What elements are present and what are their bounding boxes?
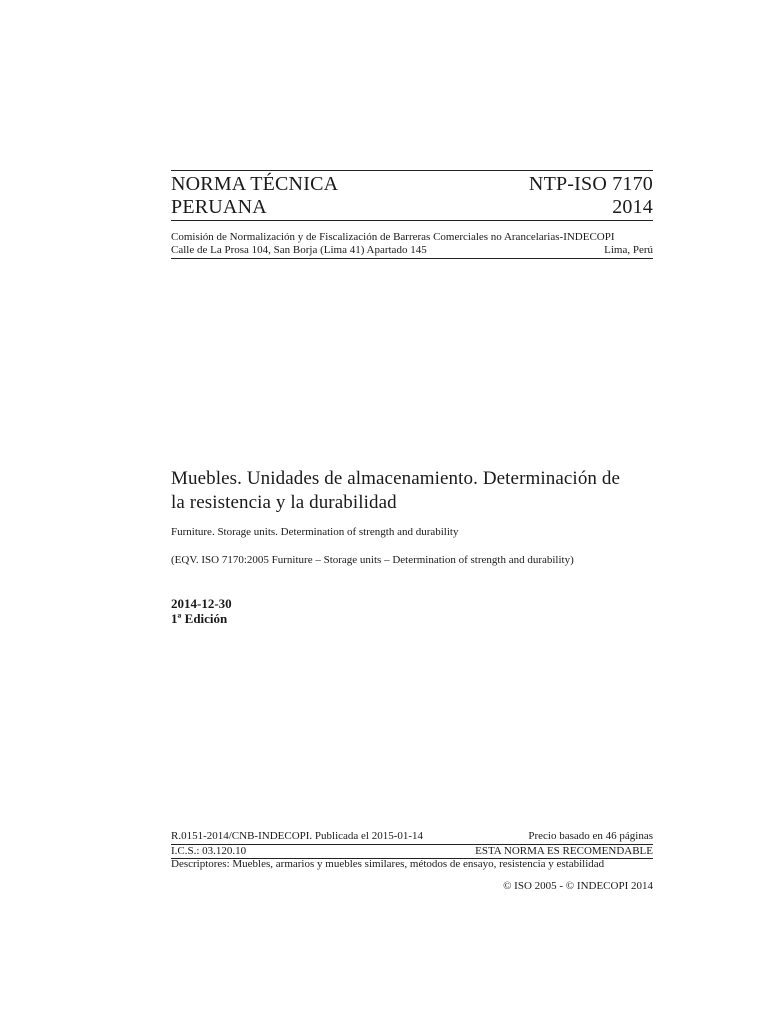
norm-type-line2: PERUANA — [171, 196, 267, 218]
descriptors-text: Descriptores: Muebles, armarios y muebles similares, métodos de ensayo, resistencia y estabilidad — [171, 858, 605, 870]
price-basis: Precio basado en 46 páginas — [528, 830, 653, 842]
title-line-2: la resistencia y la durabilidad — [171, 492, 397, 513]
english-title: Furniture. Storage units. Determination of strength and durability — [171, 526, 459, 538]
header-row-2 — [171, 196, 653, 219]
title-block — [171, 467, 653, 515]
issuer-block — [171, 231, 653, 257]
standard-year: 2014 — [612, 196, 653, 218]
edition-date: 2014-12-30 — [171, 596, 232, 611]
standard-header — [171, 173, 653, 219]
title-line-1: Muebles. Unidades de almacenamiento. Determinación de — [171, 468, 620, 489]
footer-rule-2 — [171, 858, 653, 859]
standard-code: NTP-ISO 7170 — [528, 173, 653, 195]
issuer-address-row — [171, 244, 653, 257]
footer-row-2 — [171, 845, 653, 858]
recommendation-notice: ESTA NORMA ES RECOMENDABLE — [475, 845, 653, 857]
edition-block — [171, 596, 653, 626]
resolution-text: R.0151-2014/CNB-INDECOPI. Publicada el 2015-01-14 — [171, 830, 424, 842]
ics-code: I.C.S.: 03.120.10 — [171, 845, 247, 857]
header-bottom-rule — [171, 220, 653, 221]
norm-type-line1: NORMA TÉCNICA — [171, 173, 339, 195]
edition-number: 1ª Edición — [171, 611, 228, 626]
copyright-text: © ISO 2005 - © INDECOPI 2014 — [503, 880, 653, 892]
iso-equivalence: (EQV. ISO 7170:2005 Furniture – Storage units – Determination of strength and durability) — [171, 554, 574, 566]
footer-block — [171, 830, 653, 843]
issuer-city: Lima, Perú — [604, 244, 653, 256]
issuer-bottom-rule — [171, 258, 653, 259]
footer-row-1 — [171, 830, 653, 843]
issuer-commission: Comisión de Normalización y de Fiscalización de Barreras Comerciales no Arancelarias-INDECOPI — [171, 231, 615, 243]
issuer-address: Calle de La Prosa 104, San Borja (Lima 41) Apartado 145 — [171, 244, 427, 256]
header-row-1 — [171, 173, 653, 196]
header-top-rule — [171, 170, 653, 171]
